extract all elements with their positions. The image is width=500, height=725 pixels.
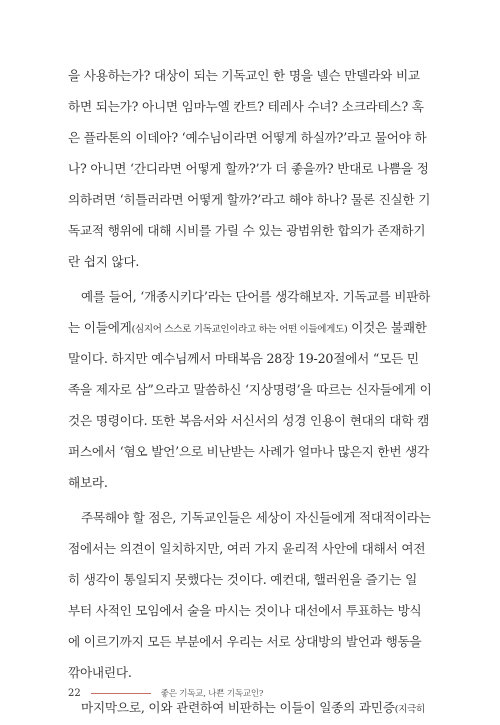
text-line: 하면 되는가? 아니면 임마누엘 칸트? 테레사 수녀? 소크라테스? 혹 (68, 99, 424, 114)
text-line: 을 사용하는가? 대상이 되는 기독교인 한 명을 넬슨 만델라와 비교 (68, 68, 420, 83)
page-number: 22 (68, 687, 81, 699)
running-title: 좋은 기독교, 나쁜 기독교인? (160, 689, 264, 699)
page-footer (68, 686, 263, 700)
text-line: 부터 사적인 모임에서 술을 마시는 것이나 대선에서 투표하는 방식 (68, 603, 422, 618)
text-line: 예를 들어, ‘개종시키다’라는 단어를 생각해보자. 기독교를 비판하 (81, 289, 431, 304)
parenthetical-note: (지극히 (394, 704, 425, 715)
text-segment: 이것은 불쾌한 (347, 320, 427, 335)
text-line: 나? 아니면 ‘간디라면 어떻게 할까?’가 더 좋을까? 반대로 나쁨을 정 (68, 161, 429, 176)
text-segment: 는 이들에게 (68, 320, 132, 335)
text-line: 히 생각이 통일되지 못했다는 것이다. 예컨대, 핼러윈을 즐기는 일 (68, 572, 418, 587)
text-line: 퍼스에서 ‘혐오 발언’으로 비난받는 사례가 얼마나 많은지 한번 생각 (68, 444, 430, 459)
text-line: 것은 명령이다. 또한 복음서와 서신서의 성경 인용이 현대의 대학 캠 (68, 413, 430, 428)
body-text (68, 60, 440, 723)
text-line: 주목해야 할 점은, 기독교인들은 세상이 자신들에게 적대적이라는 (81, 510, 431, 525)
text-line: 말이다. 하지만 예수님께서 마태복음 28장 19-20절에서 “모든 민 (68, 351, 419, 366)
text-line: 점에서는 의견이 일치하지만, 여러 가지 윤리적 사안에 대해서 여전 (68, 541, 426, 556)
parenthetical-note: (심지어 스스로 기독교인이라고 하는 어떤 이들에게도) (131, 324, 348, 335)
text-line: 독교적 행위에 대해 시비를 가릴 수 있는 광범위한 합의가 존재하기 (68, 223, 426, 238)
footer-divider (91, 693, 151, 694)
text-line: 에 이르기까지 모든 부분에서 우리는 서로 상대방의 발언과 행동을 (68, 634, 422, 649)
text-line: 은 플라톤의 이데아? ‘예수님이라면 어떻게 하실까?’라고 물어야 하 (68, 130, 427, 145)
text-line: 의하려면 ‘히틀러라면 어떻게 할까?’라고 해야 하나? 물론 진실한 기 (68, 192, 431, 207)
text-line (68, 312, 440, 343)
text-line: 해보라. (68, 475, 108, 490)
text-segment: 마지막으로, 이와 관련하여 비판하는 이들이 일종의 과민증 (81, 700, 395, 715)
text-line: 깎아내린다. (68, 665, 132, 680)
text-line: 란 쉽지 않다. (68, 254, 140, 269)
text-line: 족을 제자로 삼”으라고 말씀하신 ‘지상명령’을 따르는 신자들에게 이 (68, 382, 432, 397)
